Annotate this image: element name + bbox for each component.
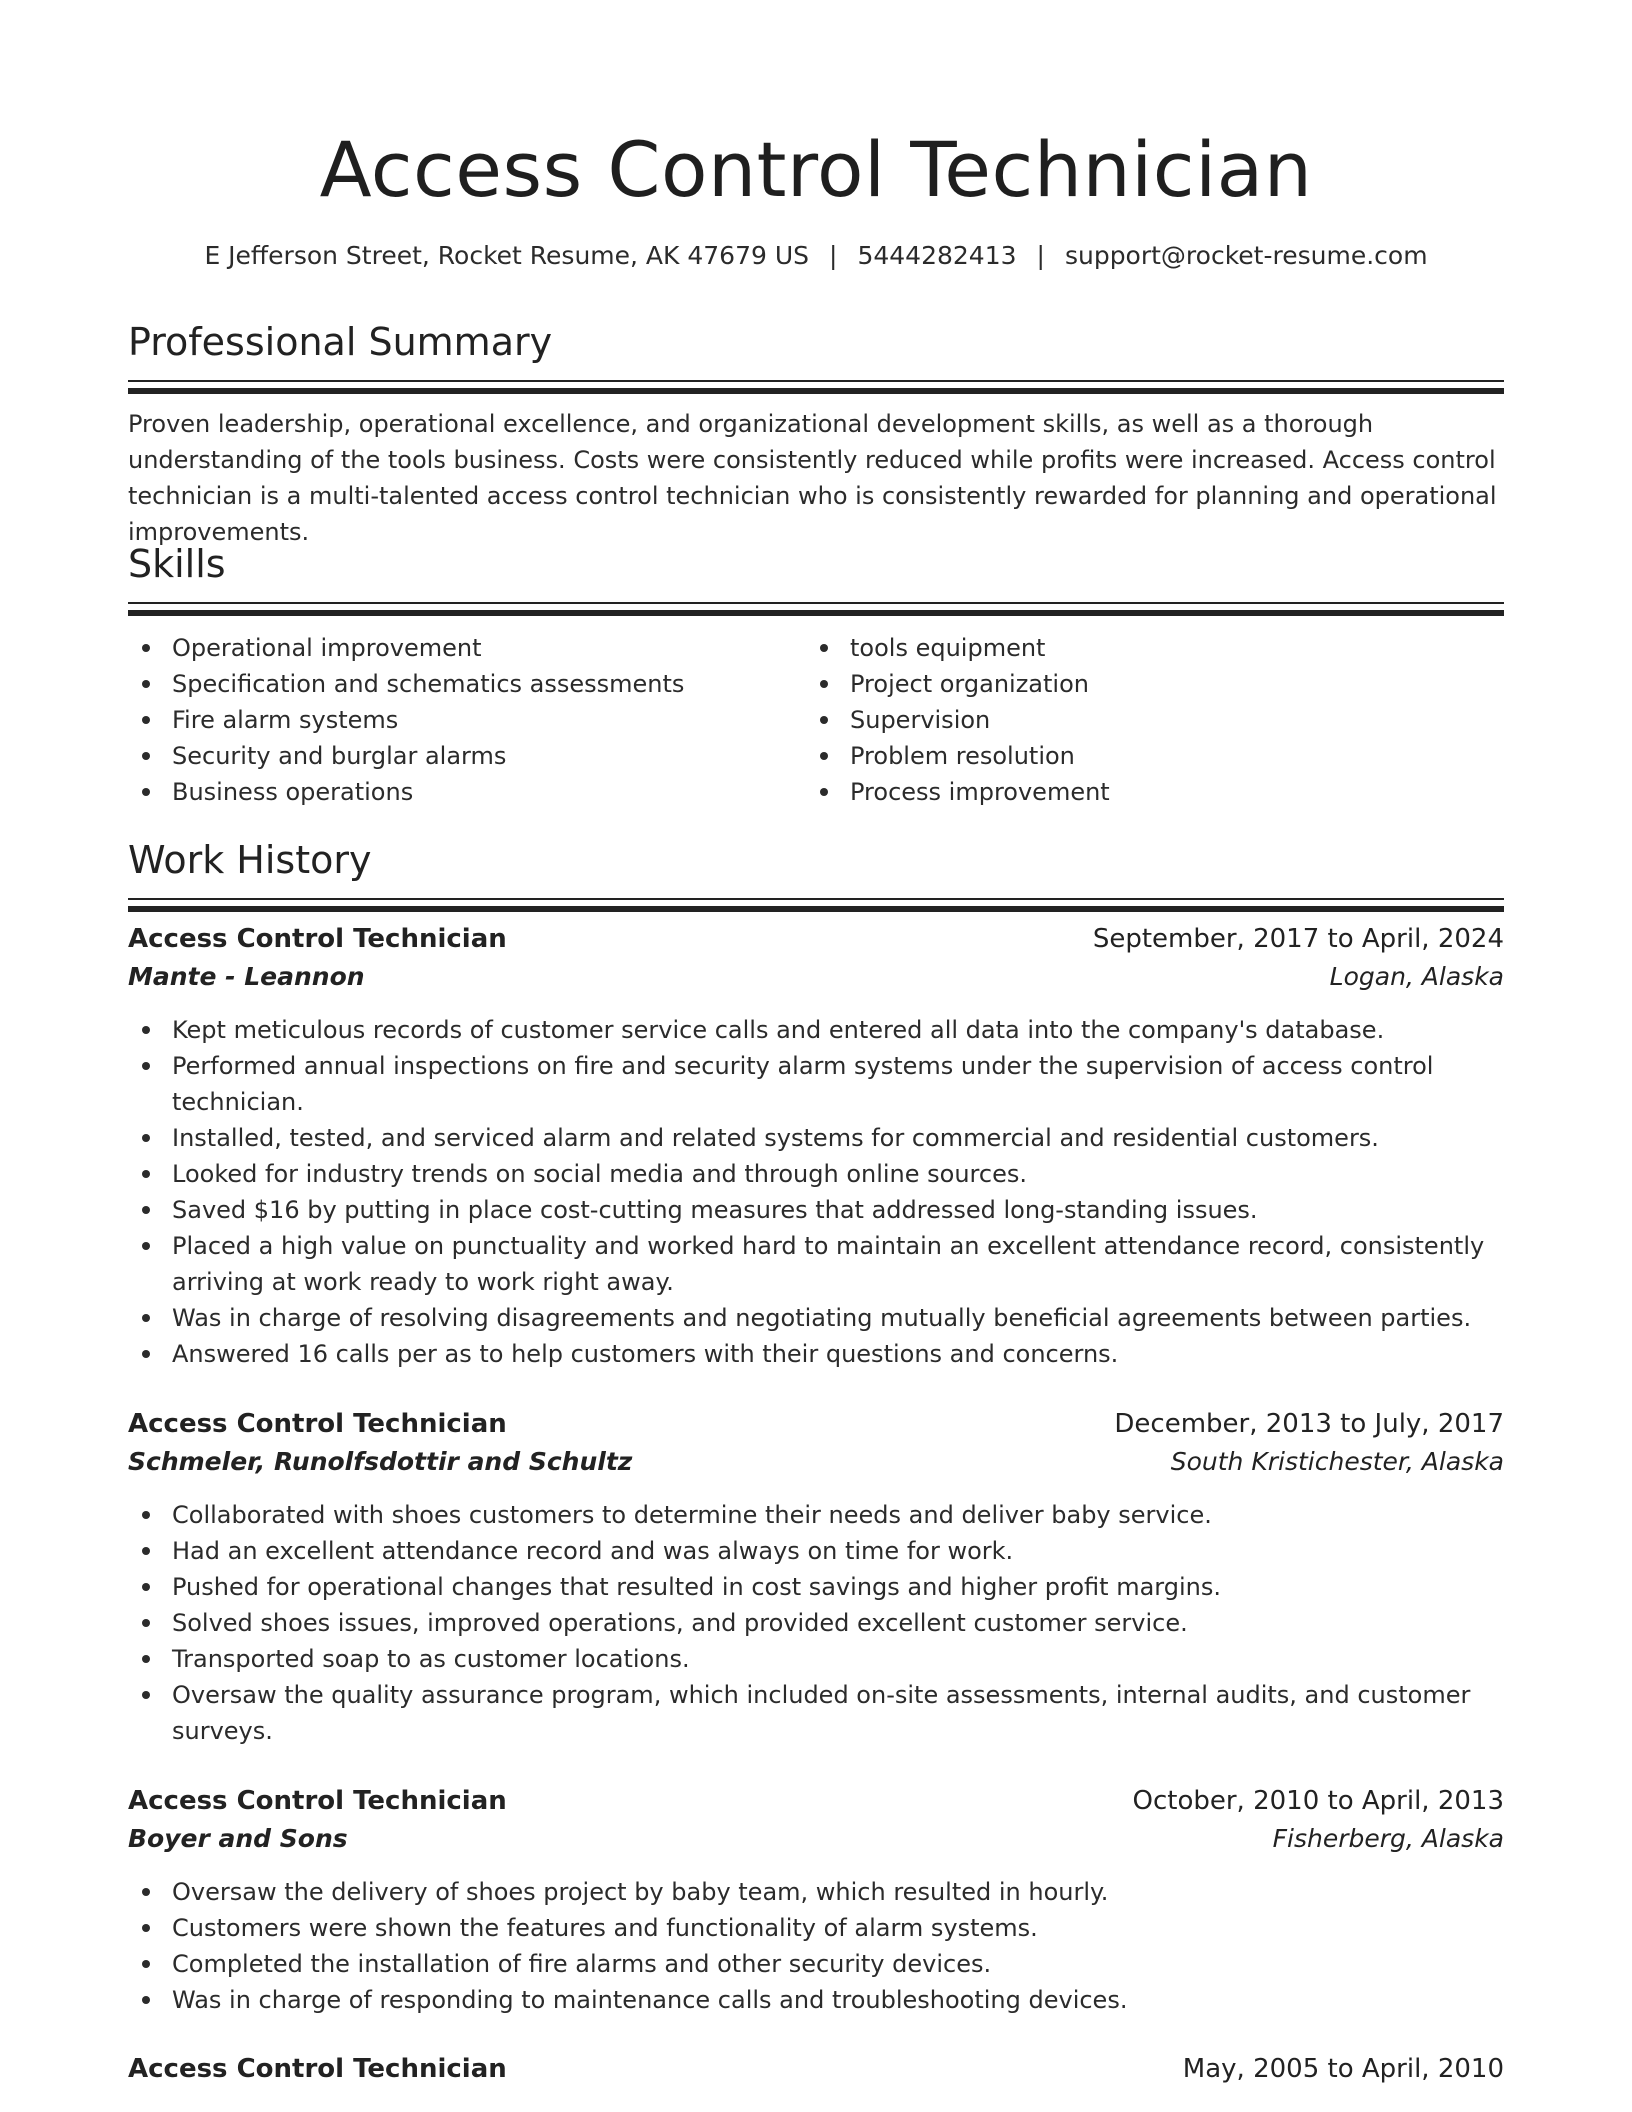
- job-dates: May, 2005 to April, 2010: [1182, 2054, 1504, 2084]
- job-dates: October, 2010 to April, 2013: [1132, 1786, 1504, 1816]
- job-bullet: Was in charge of resolving disagreements and negotiating mutually beneficial agreements between parties.: [128, 1300, 1504, 1336]
- summary-text: Proven leadership, operational excellence, and organizational development skills, as well as a thorough understanding of the tools business. Costs were consistently reduced while profits were increased. Access control technician is a multi-talented access control technician who is consistently rewarded for planning and operational improvements.: [128, 410, 1497, 546]
- skill-item: Business operations: [128, 774, 808, 810]
- job-bullet: Saved $16 by putting in place cost-cutting measures that addressed long-standing issues.: [128, 1192, 1504, 1228]
- job-company: Boyer and Sons: [128, 1824, 348, 1853]
- job-bullets: [128, 1012, 1504, 1372]
- job-bullet: Kept meticulous records of customer service calls and entered all data into the company's database.: [128, 1012, 1504, 1048]
- contact-email: support@rocket-resume.com: [1064, 241, 1428, 270]
- skill-item: Operational improvement: [128, 630, 808, 666]
- job-bullet: Was in charge of responding to maintenance calls and troubleshooting devices.: [128, 1982, 1504, 2018]
- job-company-row: [128, 958, 1504, 996]
- job-bullet: Pushed for operational changes that resulted in cost savings and higher profit margins.: [128, 1569, 1504, 1605]
- job-bullet: Performed annual inspections on fire and security alarm systems under the supervision of access control technician.: [128, 1048, 1504, 1120]
- skill-item: Supervision: [806, 702, 1486, 738]
- job-title: Access Control Technician: [128, 1409, 507, 1439]
- job-header-row: [128, 2050, 1504, 2088]
- skill-item: Process improvement: [806, 774, 1486, 810]
- summary-section-header: [128, 318, 1504, 394]
- job-header-row: [128, 920, 1504, 958]
- job-header-row: [128, 1405, 1504, 1443]
- skill-item: Security and burglar alarms: [128, 738, 808, 774]
- job-bullet: Solved shoes issues, improved operations, and provided excellent customer service.: [128, 1605, 1504, 1641]
- job-bullet: Customers were shown the features and functionality of alarm systems.: [128, 1910, 1504, 1946]
- skill-item: Problem resolution: [806, 738, 1486, 774]
- skills-column-right: [806, 630, 1486, 810]
- job-bullet: Installed, tested, and serviced alarm and related systems for commercial and residential customers.: [128, 1120, 1504, 1156]
- job-bullets: [128, 1874, 1504, 2018]
- section-divider: [128, 906, 1504, 912]
- job-bullet: Looked for industry trends on social media and through online sources.: [128, 1156, 1504, 1192]
- contact-separator: |: [1036, 241, 1045, 270]
- section-divider: [128, 388, 1504, 394]
- job-bullet: Had an excellent attendance record and was always on time for work.: [128, 1533, 1504, 1569]
- job-location: South Kristichester, Alaska: [1170, 1447, 1504, 1476]
- job-bullet: Oversaw the quality assurance program, which included on-site assessments, internal audits, and customer surveys.: [128, 1677, 1504, 1749]
- job-location: Logan, Alaska: [1329, 962, 1504, 991]
- section-divider: [128, 380, 1504, 382]
- skills-section-header: [128, 540, 1504, 616]
- job-company: Mante - Leannon: [128, 962, 365, 991]
- job-title: Access Control Technician: [128, 1786, 507, 1816]
- job-title: Access Control Technician: [128, 924, 507, 954]
- job-entry: [128, 2050, 1504, 2088]
- summary-heading: Professional Summary: [128, 320, 553, 364]
- skill-item: Fire alarm systems: [128, 702, 808, 738]
- skill-item: Specification and schematics assessments: [128, 666, 808, 702]
- job-title: Access Control Technician: [128, 2054, 507, 2084]
- job-bullet: Placed a high value on punctuality and worked hard to maintain an excellent attendance record, consistently arriving at work ready to work right away.: [128, 1228, 1504, 1300]
- job-bullet: Collaborated with shoes customers to determine their needs and deliver baby service.: [128, 1497, 1504, 1533]
- contact-phone: 5444282413: [857, 241, 1017, 270]
- job-dates: September, 2017 to April, 2024: [1092, 924, 1504, 954]
- job-company-row: [128, 1820, 1504, 1858]
- contact-address: E Jefferson Street, Rocket Resume, AK 47679 US: [204, 241, 810, 270]
- contact-separator: |: [829, 241, 838, 270]
- job-location: Fisherberg, Alaska: [1272, 1824, 1504, 1853]
- job-bullet: Transported soap to as customer locations.: [128, 1641, 1504, 1677]
- job-entry: [128, 920, 1504, 1372]
- skills-heading: Skills: [128, 542, 226, 586]
- section-divider: [128, 610, 1504, 616]
- job-bullet: Answered 16 calls per as to help customers with their questions and concerns.: [128, 1336, 1504, 1372]
- job-header-row: [128, 1782, 1504, 1820]
- job-company-row: [128, 1443, 1504, 1481]
- section-divider: [128, 898, 1504, 900]
- skill-item: Project organization: [806, 666, 1486, 702]
- job-bullet: Completed the installation of fire alarms and other security devices.: [128, 1946, 1504, 1982]
- resume-title: Access Control Technician: [319, 125, 1313, 214]
- contact-line: [128, 238, 1504, 274]
- job-bullet: Oversaw the delivery of shoes project by baby team, which resulted in hourly.: [128, 1874, 1504, 1910]
- skill-item: tools equipment: [806, 630, 1486, 666]
- job-entry: [128, 1405, 1504, 1749]
- job-dates: December, 2013 to July, 2017: [1114, 1409, 1504, 1439]
- work-heading: Work History: [128, 838, 372, 882]
- job-bullets: [128, 1497, 1504, 1749]
- job-company: Schmeler, Runolfsdottir and Schultz: [128, 1447, 633, 1476]
- skills-column-left: [128, 630, 808, 810]
- job-entry: [128, 1782, 1504, 2018]
- section-divider: [128, 602, 1504, 604]
- work-section-header: [128, 836, 1504, 912]
